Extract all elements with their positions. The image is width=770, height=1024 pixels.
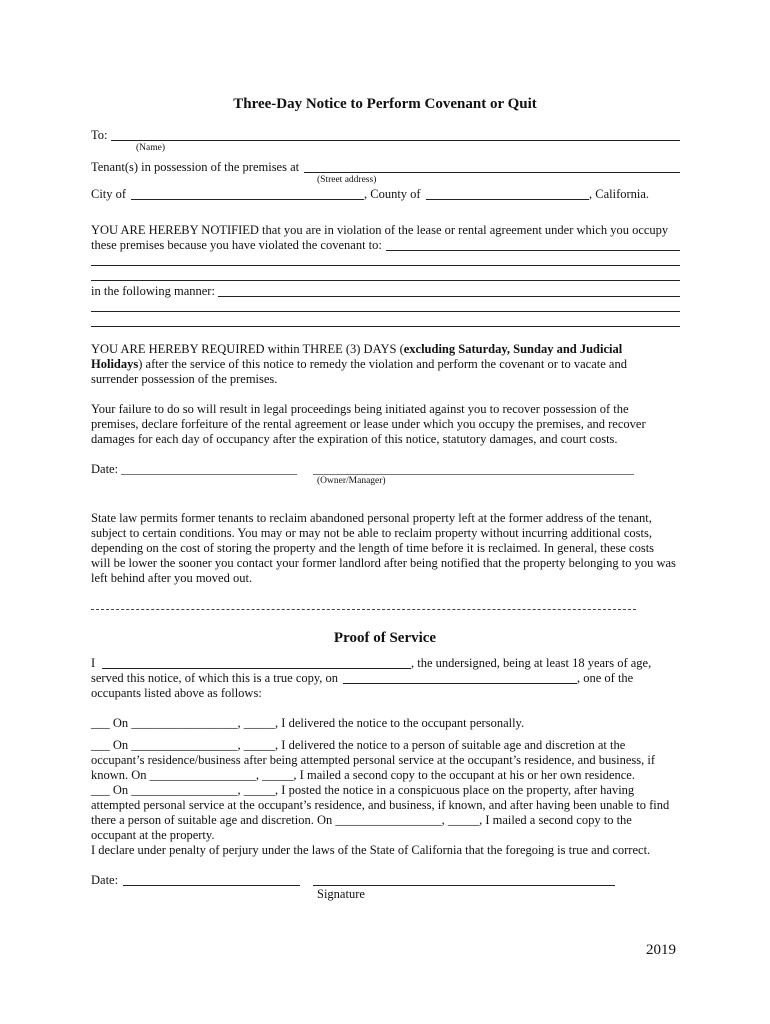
notice-line-2: these premises because you have violated the covenant to: [91, 238, 382, 252]
covenant-field-line-3[interactable] [91, 280, 680, 281]
date-label: Date: [91, 462, 119, 476]
tenants-label: Tenant(s) in possession of the premises at [91, 160, 300, 174]
required-line-2 [91, 357, 627, 372]
required-bold-2: Holidays [91, 357, 139, 371]
undersigned-text: , the undersigned, being at least 18 years of age, [411, 656, 652, 670]
option-posting-line-1[interactable]: ___ On _________________, _____, I posted the notice in a conspicuous place on the property, after having [91, 783, 635, 797]
state-law-line-5: left behind after you moved out. [91, 571, 253, 585]
one-of-text: , one of the [577, 671, 634, 685]
proof-date-field[interactable] [123, 885, 300, 886]
served-text: served this notice, of which this is a true copy, on [91, 671, 339, 685]
proof-date-label: Date: [91, 873, 119, 887]
option-personal-delivery[interactable]: ___ On _________________, _____, I delivered the notice to the occupant personally. [91, 716, 525, 730]
failure-line-1: Your failure to do so will result in legal proceedings being initiated against you to recover possession of the [91, 402, 629, 416]
covenant-field-line-2[interactable] [91, 265, 680, 266]
option-substitute-line-1[interactable]: ___ On _________________, _____, I delivered the notice to a person of suitable age and discretion at the [91, 738, 626, 752]
proof-heading: Proof of Service [333, 630, 437, 646]
server-name-field[interactable] [102, 668, 411, 669]
county-field[interactable] [426, 199, 589, 200]
city-label: City of [91, 187, 127, 201]
street-caption: (Street address) [317, 175, 377, 185]
manner-field-line-2[interactable] [91, 311, 680, 312]
required-bold-1: excluding Saturday, Sunday and Judicial [403, 342, 623, 356]
footer-year: 2019 [646, 942, 676, 958]
name-field[interactable] [111, 140, 680, 141]
option-posting-line-3: there a person of suitable age and discretion. On _________________, _____, I mailed a second copy to the [91, 813, 632, 827]
city-field[interactable] [131, 199, 364, 200]
owner-signature-field[interactable] [313, 474, 634, 475]
option-substitute-line-2: occupant’s residence/business after being attempted personal service at the occupant’s residence, and business, if [91, 753, 656, 767]
state-law-line-4: will be lower the sooner you contact your former landlord after being notified that the property belonging to you was [91, 556, 676, 570]
required-text-1: YOU ARE HEREBY REQUIRED within THREE (3) DAYS ( [91, 342, 404, 356]
page-title: Three-Day Notice to Perform Covenant or Quit [233, 96, 537, 112]
cut-line-divider [91, 609, 636, 610]
manner-label: in the following manner: [91, 284, 215, 298]
to-label: To: [91, 128, 108, 142]
name-caption: (Name) [136, 143, 166, 153]
county-label: , County of [364, 187, 421, 201]
option-posting-line-4: occupant at the property. [91, 828, 215, 842]
failure-line-2: premises, declare forfeiture of the rental agreement or lease under which you occupy the premises, and recover [91, 417, 646, 431]
street-address-field[interactable] [304, 172, 680, 173]
state-law-line-3: depending on the cost of storing the property and the length of time before it is reclaimed. In general, these costs [91, 541, 655, 555]
option-substitute-line-3: known. On _________________, _____, I mailed a second copy to the occupant at his or her own residence. [91, 768, 635, 782]
failure-line-3: damages for each day of occupancy after the expiration of this notice, statutory damages, and court costs. [91, 432, 618, 446]
proof-signature-field[interactable] [313, 885, 615, 886]
covenant-field[interactable] [386, 250, 680, 251]
served-on-field[interactable] [343, 683, 577, 684]
proof-i-label: I [91, 656, 96, 670]
required-line-3: surrender possession of the premises. [91, 372, 278, 386]
state-law-line-1: State law permits former tenants to reclaim abandoned personal property left at the former address of the tenant, [91, 511, 652, 525]
state-law-line-2: subject to certain conditions. You may or may not be able to reclaim property without incurring additional costs, [91, 526, 652, 540]
declaration-text: I declare under penalty of perjury under the laws of the State of California that the foregoing is true and correct. [91, 843, 651, 857]
required-line-1 [91, 342, 622, 357]
date-field[interactable] [121, 474, 297, 475]
occupants-text: occupants listed above as follows: [91, 686, 262, 700]
owner-caption: (Owner/Manager) [317, 476, 386, 486]
state-suffix: , California. [589, 187, 650, 201]
signature-caption: Signature [317, 887, 365, 901]
required-text-2: ) after the service of this notice to remedy the violation and perform the covenant or to vacate and [138, 357, 627, 371]
manner-field-line-3[interactable] [91, 326, 680, 327]
option-posting-line-2: attempted personal service at the occupant’s residence, and business, if known, and after having been unable to find [91, 798, 670, 812]
notice-line-1: YOU ARE HEREBY NOTIFIED that you are in violation of the lease or rental agreement under which you occupy [91, 223, 669, 237]
manner-field[interactable] [218, 296, 680, 297]
